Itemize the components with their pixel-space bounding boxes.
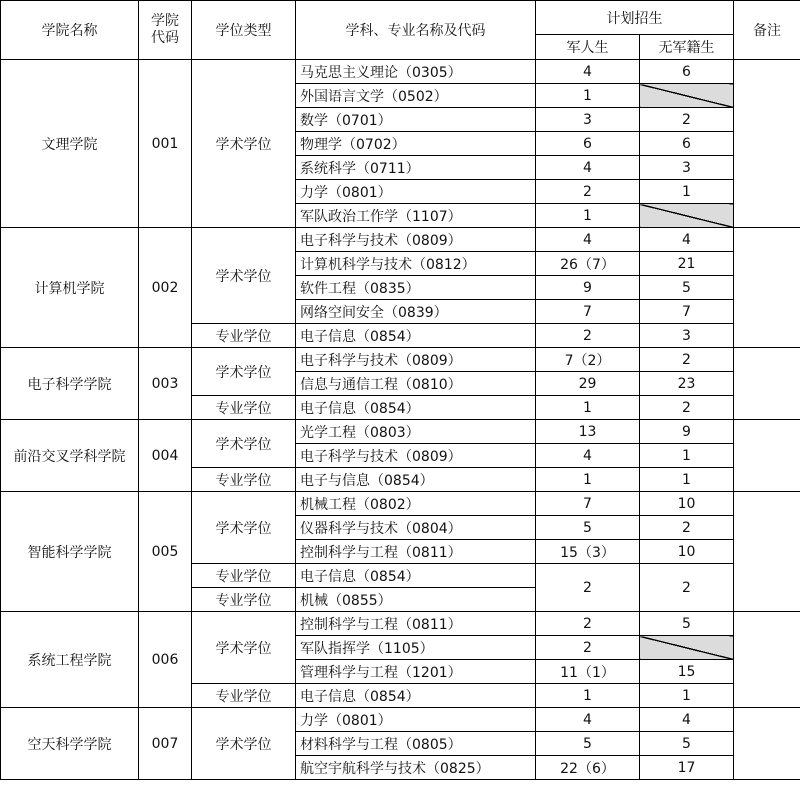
not-applicable-cell: [640, 204, 734, 228]
degree-type: 专业学位: [192, 468, 296, 492]
remarks-cell: [734, 420, 800, 492]
remarks-cell: [734, 60, 800, 228]
program-name: 力学（0801）: [296, 180, 536, 204]
not-applicable-cell: [640, 636, 734, 660]
header-military: 军人生: [536, 35, 640, 60]
table-row: [1, 492, 800, 516]
civilian-count: 5: [640, 612, 734, 636]
remarks-cell: [734, 228, 800, 348]
military-count: 1: [536, 468, 640, 492]
college-name: 空天科学学院: [1, 708, 139, 780]
header-plan: 计划招生: [536, 1, 734, 35]
table-row: [1, 60, 800, 84]
program-name: 电子信息（0854）: [296, 564, 536, 588]
degree-type: 学术学位: [192, 228, 296, 324]
program-name: 电子信息（0854）: [296, 396, 536, 420]
table-row: [1, 348, 800, 372]
program-name: 仪器科学与技术（0804）: [296, 516, 536, 540]
military-count: 4: [536, 60, 640, 84]
program-name: 计算机科学与技术（0812）: [296, 252, 536, 276]
military-count: 26（7）: [536, 252, 640, 276]
civilian-count: 10: [640, 540, 734, 564]
college-name: 电子科学学院: [1, 348, 139, 420]
military-count: 3: [536, 108, 640, 132]
table-row: [1, 228, 800, 252]
not-applicable-cell: [640, 84, 734, 108]
college-code: 001: [139, 60, 192, 228]
remarks-cell: [734, 348, 800, 420]
degree-type: 专业学位: [192, 324, 296, 348]
program-name: 管理科学与工程（1201）: [296, 660, 536, 684]
program-name: 电子信息（0854）: [296, 324, 536, 348]
degree-type: 学术学位: [192, 492, 296, 564]
military-count: 4: [536, 708, 640, 732]
military-count: 2: [536, 612, 640, 636]
program-name: 外国语言文学（0502）: [296, 84, 536, 108]
program-name: 控制科学与工程（0811）: [296, 612, 536, 636]
civilian-count: 10: [640, 492, 734, 516]
military-count: 2: [536, 564, 640, 612]
remarks-cell: [734, 492, 800, 612]
college-code: 003: [139, 348, 192, 420]
military-count: 2: [536, 180, 640, 204]
civilian-count: 1: [640, 180, 734, 204]
header-civilian: 无军籍生: [640, 35, 734, 60]
civilian-count: 3: [640, 156, 734, 180]
header-college-code: 学院 代码: [139, 1, 192, 60]
military-count: 1: [536, 84, 640, 108]
military-count: 6: [536, 132, 640, 156]
military-count: 9: [536, 276, 640, 300]
civilian-count: 1: [640, 684, 734, 708]
degree-type: 学术学位: [192, 348, 296, 396]
military-count: 1: [536, 204, 640, 228]
military-count: 4: [536, 156, 640, 180]
civilian-count: 6: [640, 132, 734, 156]
military-count: 15（3）: [536, 540, 640, 564]
degree-type: 学术学位: [192, 708, 296, 780]
military-count: 13: [536, 420, 640, 444]
civilian-count: 21: [640, 252, 734, 276]
military-count: 2: [536, 324, 640, 348]
header-college-name: 学院名称: [1, 1, 139, 60]
civilian-count: 6: [640, 60, 734, 84]
header-program: 学科、专业名称及代码: [296, 1, 536, 60]
remarks-cell: [734, 708, 800, 780]
civilian-count: 2: [640, 348, 734, 372]
college-code: 004: [139, 420, 192, 492]
college-name: 智能科学学院: [1, 492, 139, 612]
college-name: 计算机学院: [1, 228, 139, 348]
civilian-count: 1: [640, 444, 734, 468]
college-code: 005: [139, 492, 192, 612]
military-count: 4: [536, 444, 640, 468]
military-count: 22（6）: [536, 756, 640, 780]
program-name: 系统科学（0711）: [296, 156, 536, 180]
civilian-count: 2: [640, 108, 734, 132]
civilian-count: 1: [640, 468, 734, 492]
civilian-count: 23: [640, 372, 734, 396]
military-count: 5: [536, 732, 640, 756]
college-name: 前沿交叉学科学院: [1, 420, 139, 492]
college-code: 007: [139, 708, 192, 780]
program-name: 军队指挥学（1105）: [296, 636, 536, 660]
program-name: 力学（0801）: [296, 708, 536, 732]
program-name: 控制科学与工程（0811）: [296, 540, 536, 564]
table-row: [1, 708, 800, 732]
civilian-count: 4: [640, 228, 734, 252]
program-name: 材料科学与工程（0805）: [296, 732, 536, 756]
degree-type: 学术学位: [192, 420, 296, 468]
degree-type: 专业学位: [192, 588, 296, 612]
program-name: 光学工程（0803）: [296, 420, 536, 444]
military-count: 29: [536, 372, 640, 396]
program-name: 军队政治工作学（1107）: [296, 204, 536, 228]
civilian-count: 2: [640, 396, 734, 420]
program-name: 信息与通信工程（0810）: [296, 372, 536, 396]
program-name: 电子科学与技术（0809）: [296, 228, 536, 252]
civilian-count: 3: [640, 324, 734, 348]
program-name: 机械工程（0802）: [296, 492, 536, 516]
military-count: 5: [536, 516, 640, 540]
military-count: 11（1）: [536, 660, 640, 684]
military-count: 2: [536, 636, 640, 660]
civilian-count: 4: [640, 708, 734, 732]
military-count: 4: [536, 228, 640, 252]
civilian-count: 2: [640, 516, 734, 540]
civilian-count: 7: [640, 300, 734, 324]
header-remarks: 备注: [734, 1, 800, 60]
degree-type: 学术学位: [192, 60, 296, 228]
program-name: 软件工程（0835）: [296, 276, 536, 300]
table-row: [1, 420, 800, 444]
military-count: 7: [536, 300, 640, 324]
program-name: 数学（0701）: [296, 108, 536, 132]
program-name: 电子与信息（0854）: [296, 468, 536, 492]
program-name: 网络空间安全（0839）: [296, 300, 536, 324]
civilian-count: 15: [640, 660, 734, 684]
college-name: 系统工程学院: [1, 612, 139, 708]
header-degree-type: 学位类型: [192, 1, 296, 60]
program-name: 物理学（0702）: [296, 132, 536, 156]
degree-type: 专业学位: [192, 684, 296, 708]
program-name: 电子科学与技术（0809）: [296, 348, 536, 372]
military-count: 7（2）: [536, 348, 640, 372]
civilian-count: 17: [640, 756, 734, 780]
civilian-count: 5: [640, 276, 734, 300]
military-count: 7: [536, 492, 640, 516]
degree-type: 专业学位: [192, 564, 296, 588]
college-code: 002: [139, 228, 192, 348]
civilian-count: 5: [640, 732, 734, 756]
program-name: 电子信息（0854）: [296, 684, 536, 708]
table-row: [1, 612, 800, 636]
program-name: 电子科学与技术（0809）: [296, 444, 536, 468]
military-count: 1: [536, 396, 640, 420]
civilian-count: 2: [640, 564, 734, 612]
degree-type: 学术学位: [192, 612, 296, 684]
program-name: 航空宇航科学与技术（0825）: [296, 756, 536, 780]
college-code: 006: [139, 612, 192, 708]
program-name: 马克思主义理论（0305）: [296, 60, 536, 84]
military-count: 1: [536, 684, 640, 708]
program-name: 机械（0855）: [296, 588, 536, 612]
civilian-count: 9: [640, 420, 734, 444]
degree-type: 专业学位: [192, 396, 296, 420]
college-name: 文理学院: [1, 60, 139, 228]
remarks-cell: [734, 612, 800, 708]
